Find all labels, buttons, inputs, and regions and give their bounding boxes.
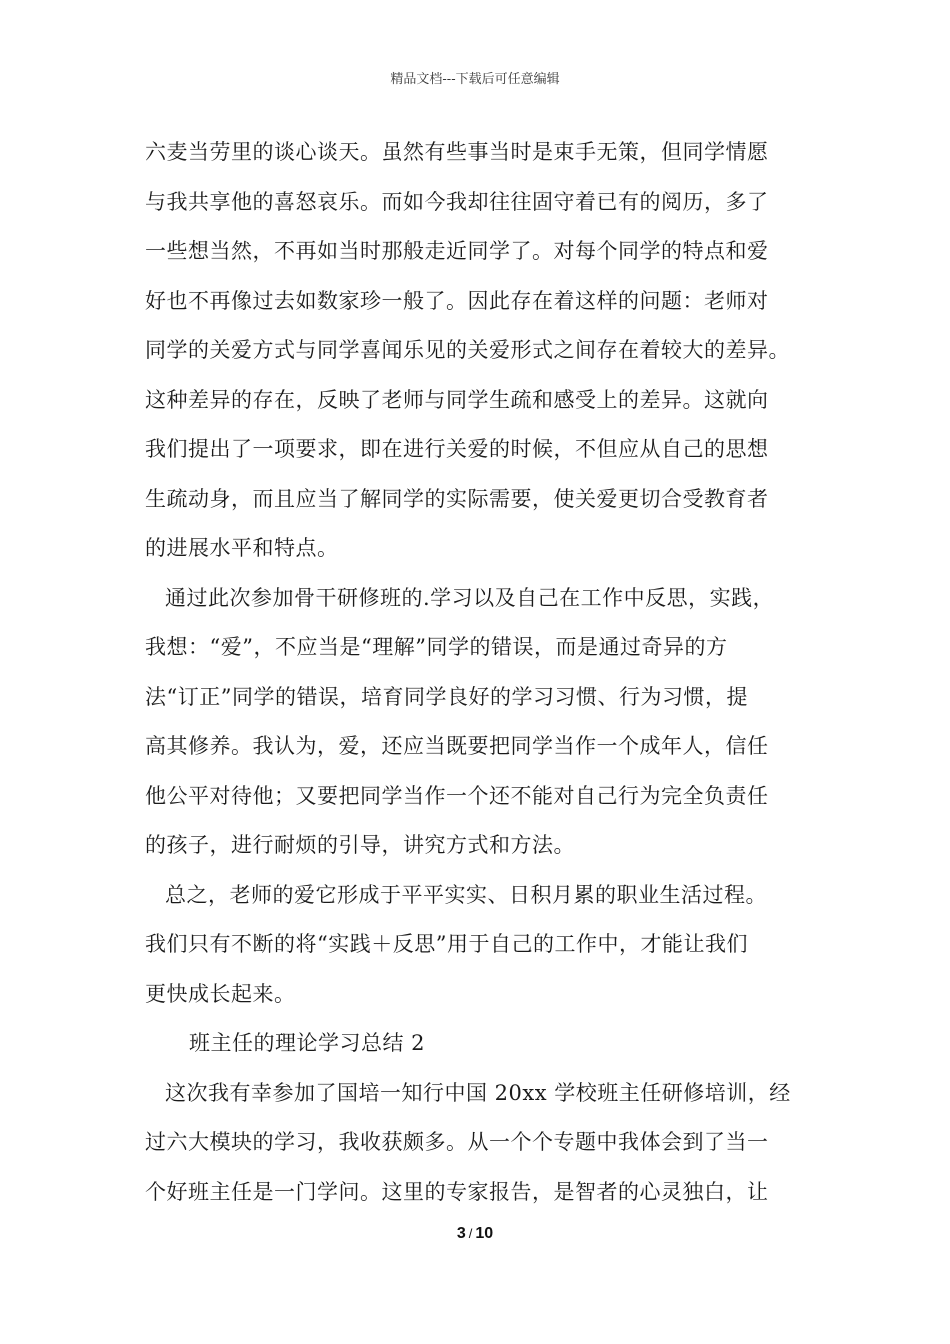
text-line: 这次我有幸参加了国培一知行中国 20xx 学校班主任研修培训，经 [165,1080,791,1105]
text-line: 一些想当然，不再如当时那般走近同学了。对每个同学的特点和爱 [145,239,769,263]
text-line: 这种差异的存在，反映了老师与同学生疏和感受上的差异。这就向 [145,387,769,412]
current-page: 3 [456,1225,466,1242]
text-line: 过六大模块的学习，我收获颇多。从一个个专题中我体会到了当一 [145,1130,769,1154]
paragraph-4 [145,1069,815,1218]
text-line: 的孩子，进行耐烦的引导，讲究方式和方法。 [145,833,575,857]
text-line: 生疏动身，而且应当了解同学的实际需要，使关爱更切合受教育者 [145,486,769,511]
paragraph-2 [145,574,815,871]
text-line: 更快成长起来。 [145,981,296,1006]
text-line: 个好班主任是一门学问。这里的专家报告，是智者的心灵独白，让 [145,1179,769,1204]
page-number [0,1225,950,1243]
document-body [145,128,815,1217]
paragraph-3 [145,871,815,1020]
paragraph-1 [145,128,815,574]
text-line: 我们提出了一项要求，即在进行关爱的时候，不但应从自己的思想 [145,437,769,461]
heading-text: 班主任的理论学习总结 2 [189,1031,426,1055]
text-line: 通过此次参加骨干研修班的.学习以及自己在工作中反思，实践， [165,585,775,610]
text-line: 他公平对待他；又要把同学当作一个还不能对自己行为完全负责任 [145,783,769,808]
section-heading [145,1019,815,1069]
text-line: 同学的关爱方式与同学喜闻乐见的关爱形式之间存在着较大的差异。 [145,338,790,362]
text-line: 与我共享他的喜怒哀乐。而如今我却往往固守着已有的阅历，多了 [145,189,769,214]
text-line: 法“订正”同学的错误，培育同学良好的学习习惯、行为习惯，提 [145,684,748,709]
total-pages: 10 [475,1225,494,1242]
page-header: 精品文档---下载后可任意编辑 [390,72,560,87]
text-line: 高其修养。我认为，爱，还应当既要把同学当作一个成年人，信任 [145,734,769,758]
text-line: 总之，老师的爱它形成于平平实实、日积月累的职业生活过程。 [165,882,767,907]
text-line: 的进展水平和特点。 [145,536,339,560]
text-line: 六麦当劳里的谈心谈天。虽然有些事当时是束手无策，但同学情愿 [145,140,769,164]
text-line: 我想：“爱”，不应当是“理解”同学的错误，而是通过奇异的方 [145,635,728,659]
page-separator: / [468,1226,473,1241]
text-line: 我们只有不断的将“实践＋反思”用于自己的工作中，才能让我们 [145,932,748,956]
text-line: 好也不再像过去如数家珍一般了。因此存在着这样的问题：老师对 [145,288,769,313]
